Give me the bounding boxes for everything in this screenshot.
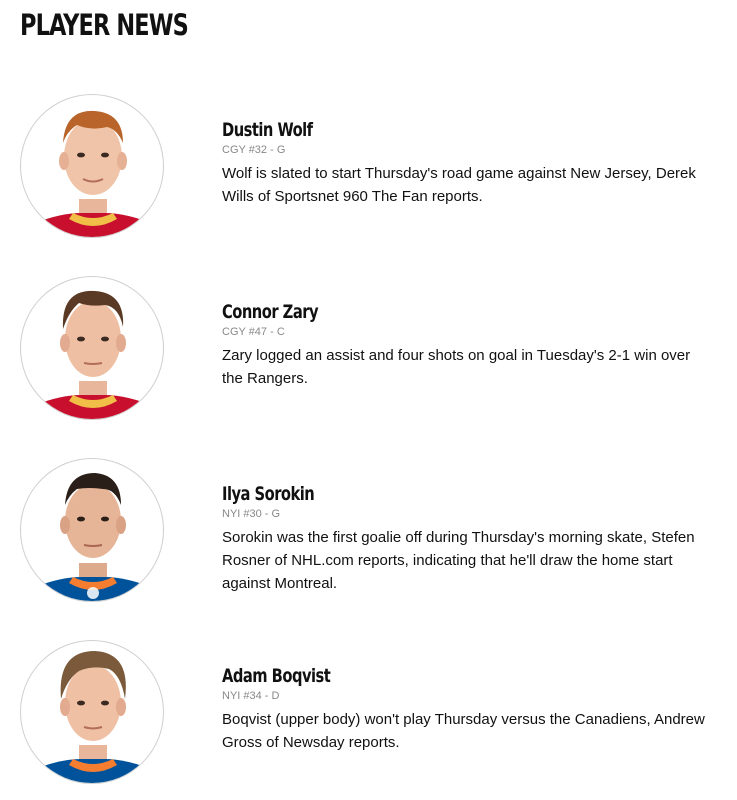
news-text: Sorokin was the first goalie off during Thursday's morning skate, Stefen Rosner of NHL.com reports, indicating that he'll draw the home start against Montreal. — [222, 529, 695, 592]
player-team-number-position: NYI #30 - G — [222, 508, 281, 520]
news-item — [0, 640, 737, 800]
news-text: Zary logged an assist and four shots on goal in Tuesday's 2-1 win over the Rangers. — [222, 347, 691, 387]
player-name[interactable]: Dustin Wolf — [222, 119, 313, 141]
player-headshot-image — [21, 277, 164, 420]
player-team-number-position: NYI #34 - D — [222, 690, 280, 702]
news-text: Boqvist (upper body) won't play Thursday versus the Canadiens, Andrew Gross of Newsday reports. — [222, 711, 705, 751]
news-text: Wolf is slated to start Thursday's road game against New Jersey, Derek Wills of Sportsnet 960 The Fan reports. — [222, 165, 696, 205]
player-headshot[interactable] — [20, 276, 164, 420]
page-title: PLAYER NEWS — [20, 8, 188, 42]
news-item — [0, 458, 737, 618]
player-name[interactable]: Adam Boqvist — [222, 665, 331, 687]
news-info — [222, 664, 722, 754]
news-item — [0, 94, 737, 254]
player-headshot[interactable] — [20, 640, 164, 784]
player-headshot-image — [21, 459, 164, 602]
player-team-number-position: CGY #47 - C — [222, 326, 285, 338]
news-info — [222, 118, 722, 208]
news-item — [0, 276, 737, 436]
player-headshot-image — [21, 641, 164, 784]
player-headshot-image — [21, 95, 164, 238]
news-info — [222, 300, 722, 390]
player-name[interactable]: Ilya Sorokin — [222, 483, 315, 505]
player-headshot[interactable] — [20, 458, 164, 602]
player-team-number-position: CGY #32 - G — [222, 144, 286, 156]
news-info — [222, 482, 722, 595]
player-headshot[interactable] — [20, 94, 164, 238]
player-name[interactable]: Connor Zary — [222, 301, 319, 323]
